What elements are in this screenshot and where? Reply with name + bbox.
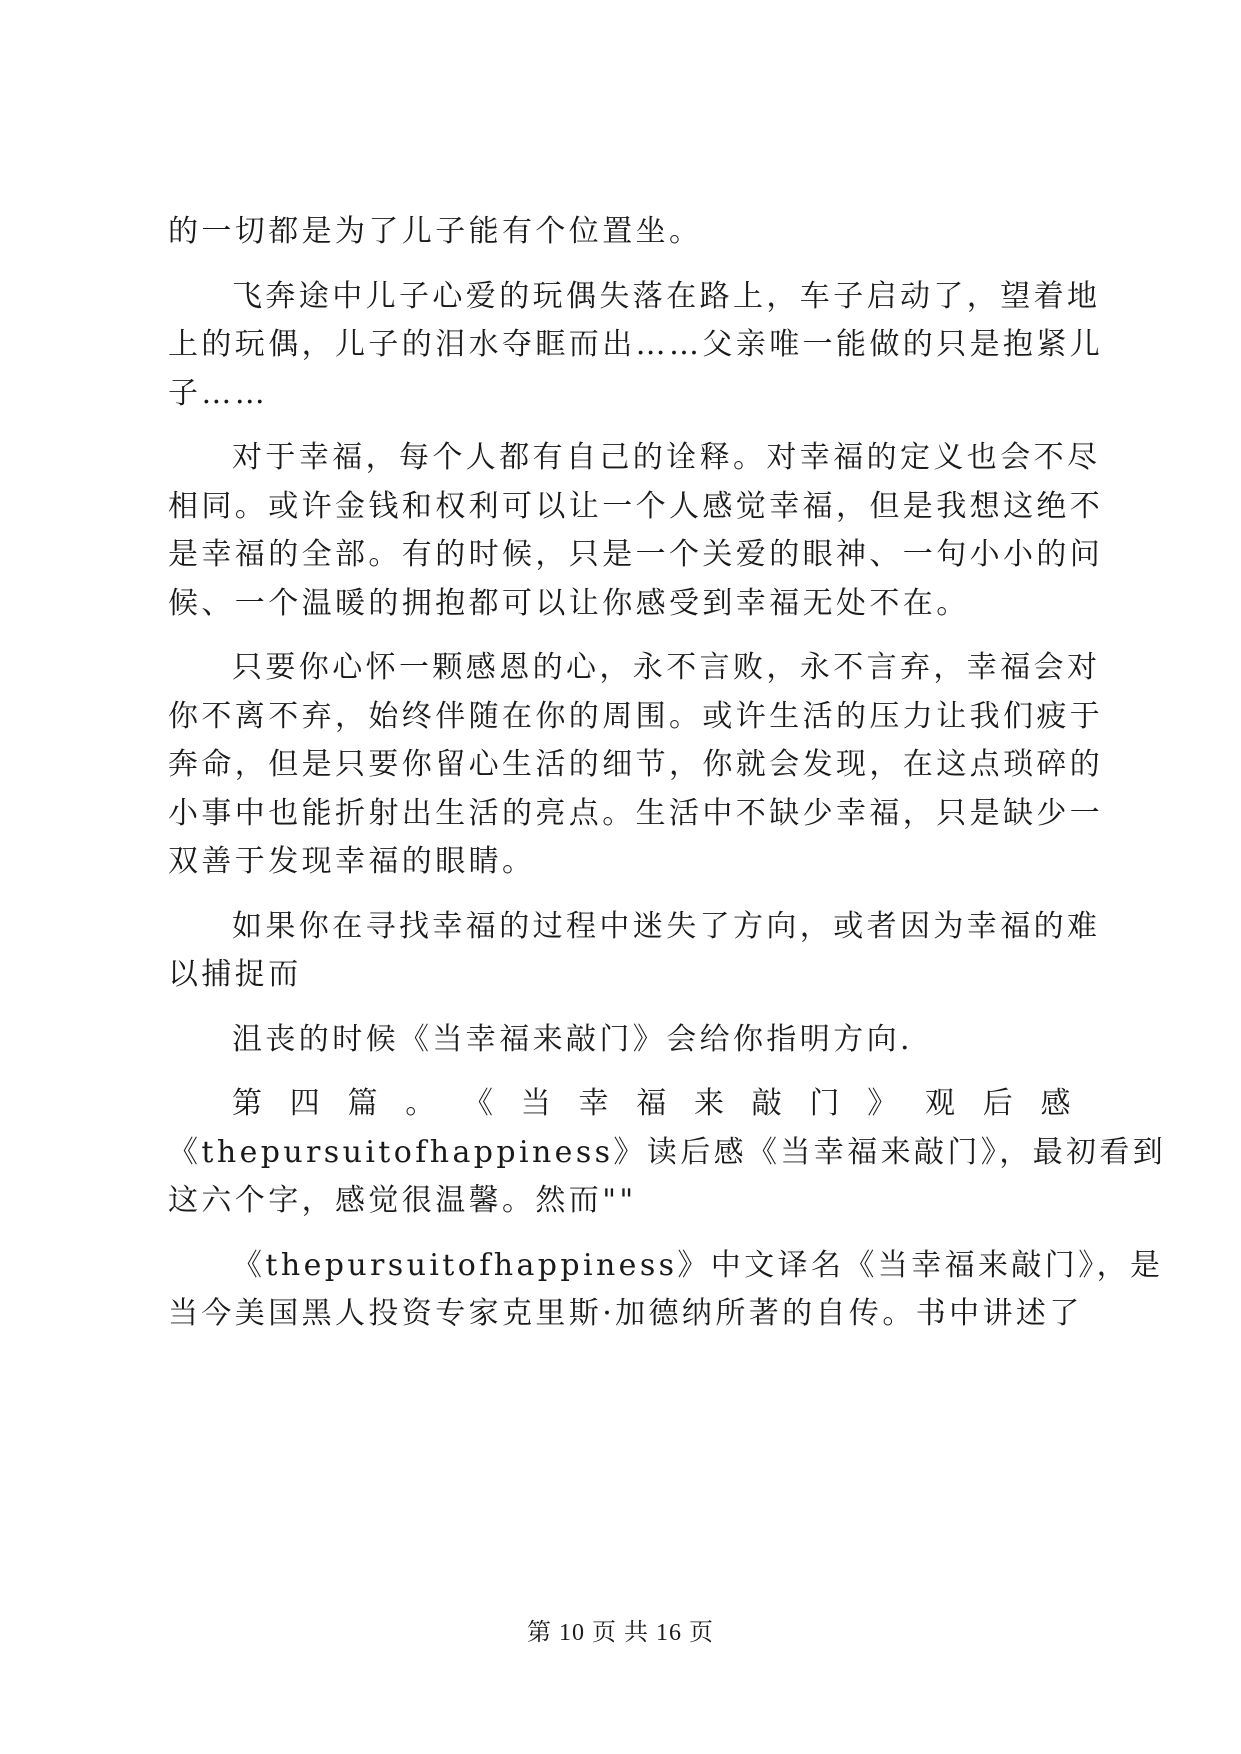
- page-footer: [0, 1612, 1241, 1647]
- heading-char: 观: [925, 1086, 959, 1121]
- heading-char: 福: [636, 1086, 670, 1121]
- text-line: 双善于发现幸福的眼睛。: [168, 844, 536, 879]
- heading-char: 后: [982, 1086, 1017, 1121]
- heading-char: 来: [694, 1086, 728, 1121]
- heading-char: 四: [289, 1086, 324, 1121]
- text-line: 只要你心怀一颗感恩的心，永不言败，永不言弃，幸福会对: [232, 650, 1101, 685]
- page-number-label: 第 10 页 共 16 页: [527, 1620, 714, 1646]
- text-line: 奔命，但是只要你留心生活的细节，你就会发现，在这点琐碎的: [168, 747, 1104, 782]
- heading-char: 》: [867, 1086, 901, 1121]
- heading-char: 当: [520, 1086, 555, 1121]
- text-line: 你不离不弃，始终伴随在你的周围。或许生活的压力让我们疲于: [168, 698, 1104, 734]
- heading-char: 第: [232, 1086, 266, 1121]
- heading-char: 篇: [347, 1086, 381, 1121]
- text-line: 子……: [168, 375, 269, 411]
- heading-char: 幸: [578, 1086, 612, 1121]
- section-heading-line: [168, 1080, 1078, 1129]
- text-line: 对于幸福，每个人都有自己的诠释。对幸福的定义也会不尽: [232, 440, 1101, 475]
- text-line: 小事中也能折射出生活的亮点。生活中不缺少幸福，只是缺少一: [168, 795, 1104, 831]
- body-text: [168, 208, 1167, 1339]
- text-line: 是幸福的全部。有的时候，只是一个关爱的眼神、一句小小的问: [168, 537, 1104, 572]
- text-line: 飞奔途中儿子心爱的玩偶失落在路上，车子启动了，望着地: [232, 278, 1101, 314]
- text-line: 这六个字，感觉很温馨。然而"": [168, 1183, 637, 1218]
- text-line: 《thepursuitofhappiness》读后感《当幸福来敲门》，最初看到: [168, 1134, 1167, 1170]
- text-line: 以捕捉而: [168, 957, 302, 992]
- heading-char: 门: [809, 1086, 843, 1121]
- text-line: 候、一个温暖的拥抱都可以让你感受到幸福无处不在。: [168, 585, 970, 621]
- heading-char: 感: [1040, 1086, 1074, 1121]
- text-line: 相同。或许金钱和权利可以让一个人感觉幸福，但是我想这绝不: [168, 488, 1104, 524]
- text-line: 如果你在寻找幸福的过程中迷失了方向，或者因为幸福的难: [232, 908, 1101, 944]
- heading-char: 《: [463, 1086, 497, 1121]
- text-line: 的一切都是为了儿子能有个位置坐。: [168, 214, 703, 249]
- heading-char: 敲: [751, 1086, 786, 1121]
- heading-char: 。: [405, 1086, 439, 1121]
- text-line: 上的玩偶，儿子的泪水夺眶而出……父亲唯一能做的只是抱紧儿: [168, 327, 1104, 362]
- text-line: 沮丧的时候《当幸福来敲门》会给你指明方向.: [232, 1021, 913, 1057]
- text-line: 当今美国黑人投资专家克里斯·加德纳所著的自传。书中讲述了: [168, 1296, 1083, 1331]
- text-line: 《thepursuitofhappiness》中文译名《当幸福来敲门》，是: [232, 1247, 1164, 1283]
